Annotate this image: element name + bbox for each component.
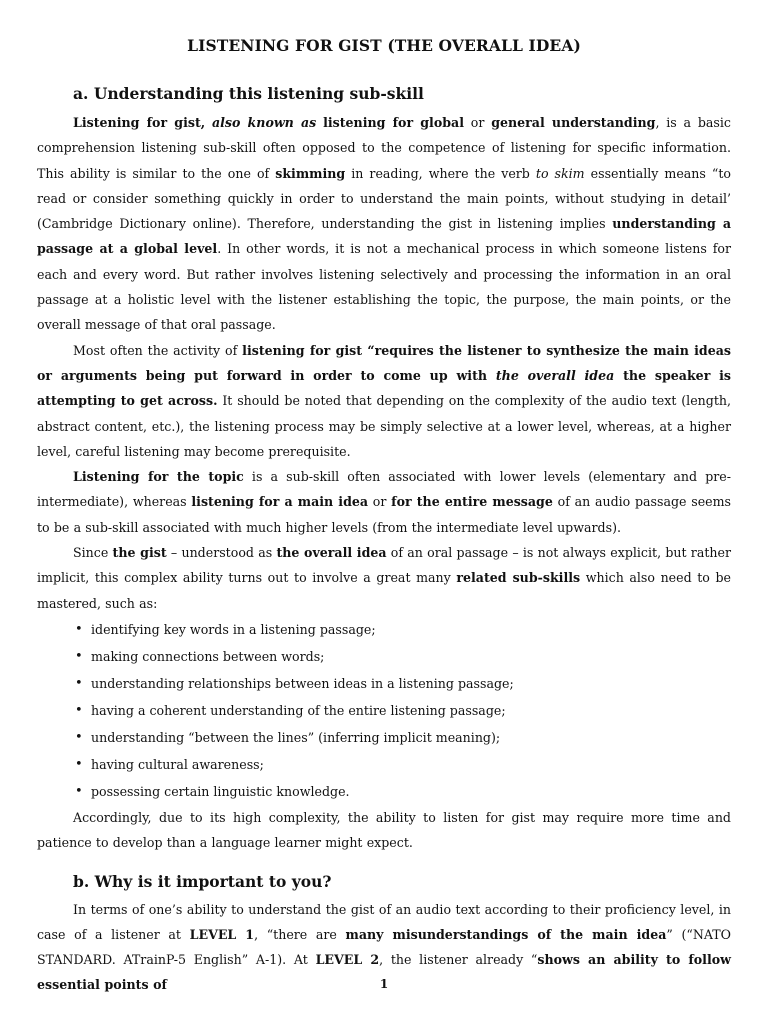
- list-item: • understanding “between the lines” (inferring implicit meaning);: [77, 724, 731, 751]
- text-run: of an audio passage seems to be a sub-skill associated with much higher levels (from the intermediate level upwards).: [37, 494, 732, 535]
- text-run: in reading, where the verb: [345, 165, 536, 181]
- list-item: • identifying key words in a listening passage;: [77, 616, 731, 643]
- section-b-heading: b. Why is it important to you?: [73, 871, 332, 891]
- text-run: It should be noted that depending on the complexity of the audio text (length, abstract content, etc.), the listening process may be simply selective at a lower level, whereas, at a higher level, careful listening may become prerequisite.: [37, 393, 732, 459]
- text-run: the speaker is attempting to get across.: [37, 367, 731, 409]
- text-run: [212, 115, 316, 130]
- text-run: – understood as: [166, 545, 277, 561]
- text-run: skimming: [275, 165, 346, 181]
- text-run: listening for a main idea: [191, 494, 369, 510]
- text-run: LEVEL 2: [315, 952, 380, 968]
- list-item: • having cultural awareness;: [77, 751, 731, 778]
- text-run: general understanding: [491, 115, 656, 130]
- text-run: shows an ability to follow essential points of: [37, 952, 731, 993]
- text-run: , the listener already “: [379, 952, 538, 968]
- text-run: is a sub-skill often associated with lower levels (elementary and pre-intermediate), whereas: [37, 469, 731, 510]
- section-a-paragraph-4: [37, 540, 731, 616]
- text-run: , “there are: [254, 926, 346, 942]
- list-item: • making connections between words;: [77, 643, 731, 670]
- page-number: 1: [379, 977, 389, 991]
- text-run: the overall idea: [276, 545, 387, 561]
- section-a-heading: a. Understanding this listening sub-skill: [73, 84, 424, 103]
- list-item: • understanding relationships between ideas in a listening passage;: [77, 670, 731, 697]
- text-run: which also need to be mastered, such as:: [37, 570, 731, 611]
- text-run: the gist: [112, 545, 167, 561]
- section-spacer: [37, 856, 731, 872]
- text-run: Listening for gist,: [73, 115, 206, 130]
- text-run: many misunderstandings of the main idea: [345, 926, 667, 942]
- text-run: the overall idea: [495, 367, 615, 383]
- text-run: Since: [73, 545, 113, 561]
- text-run: or: [464, 115, 492, 130]
- text-run: ” (“NATO STANDARD. ATrainP-5 English” A-1). At: [37, 926, 731, 968]
- text-run: listening for gist “requires the listener to synthesize the main ideas or arguments being put forward in order to come up with: [37, 342, 731, 383]
- text-run: or: [368, 494, 392, 510]
- text-run: Listening for the topic: [73, 469, 244, 485]
- list-item: • having a coherent understanding of the entire listening passage;: [77, 697, 731, 724]
- text-run: of an oral passage – is not always explicit, but rather implicit, this complex ability turns out to involve a great many: [37, 545, 731, 586]
- text-run: essentially means “to read or consider something quickly in order to understand the main points, without studying in detail’ (Cambridge Dictionary online). Therefore, understanding the gist in listening implies: [37, 165, 731, 232]
- section-a-paragraph-2: [37, 338, 731, 464]
- text-run: [205, 115, 212, 130]
- text-run: Most often the activity of: [73, 342, 243, 358]
- text-run: . In other words, it is not a mechanical process in which someone listens for each and every word. But rather involves listening selectively and processing the information in an oral passage at a holistic level with the listener establishing the topic, the purpose, the main points, or the overall message of that oral passage.: [37, 241, 731, 333]
- document-title: LISTENING FOR GIST (THE OVERALL IDEA): [187, 36, 581, 55]
- text-run: , is a basic comprehension listening sub-skill often opposed to the competence of listening for specific information. This ability is similar to the one of: [37, 115, 731, 181]
- section-a-paragraph-5: Accordingly, due to its high complexity, the ability to listen for gist may require more time and patience to develop than a language learner might expect.: [37, 809, 731, 851]
- related-sub-skills-list: [37, 616, 731, 805]
- text-run: also known as: [211, 115, 317, 130]
- text-run: In terms of one’s ability to understand the gist of an audio text according to their proficiency level, in case of a listener at: [37, 901, 731, 942]
- text-run: related sub-skills: [456, 570, 581, 586]
- text-run: understanding a passage at a global level: [37, 216, 732, 257]
- section-a-paragraph-1: [37, 110, 731, 338]
- section-a-paragraph-3: [37, 464, 731, 540]
- text-run: for the entire message: [391, 494, 553, 510]
- text-run: LEVEL 1: [189, 926, 255, 942]
- text-run: [496, 368, 614, 383]
- list-item: • possessing certain linguistic knowledge.: [77, 778, 731, 805]
- text-run: to skim: [535, 165, 585, 181]
- text-run: listening for global: [323, 115, 464, 130]
